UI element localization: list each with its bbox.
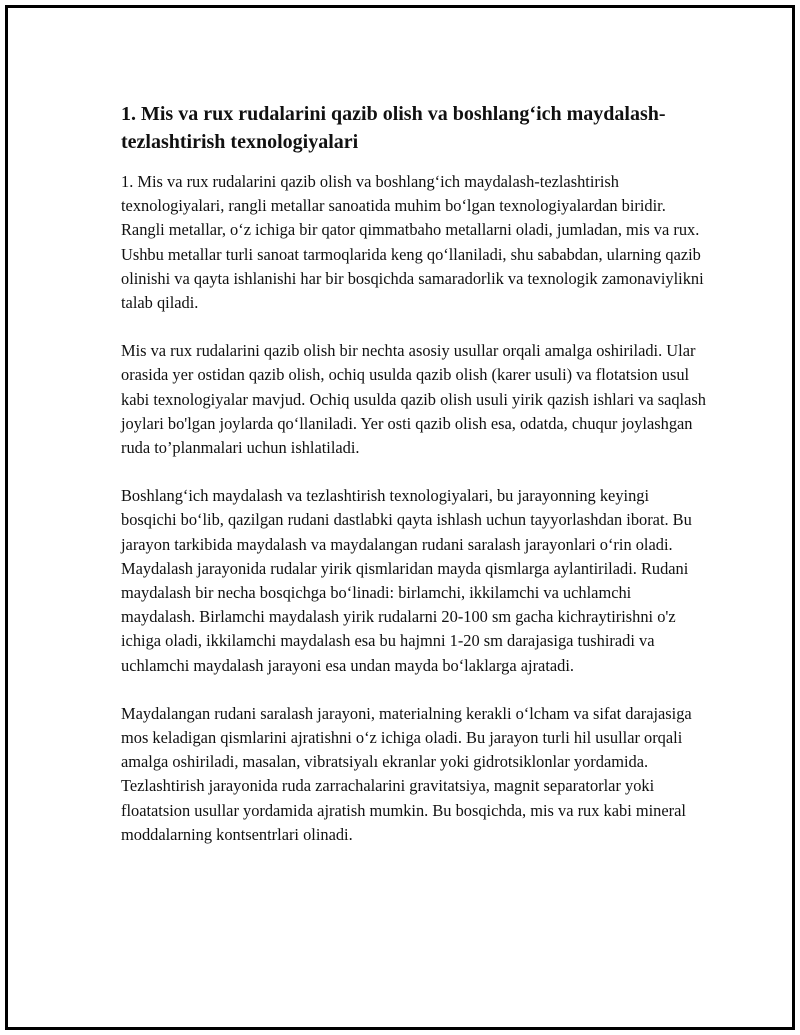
paragraph-2: Mis va rux rudalarini qazib olish bir nechta asosiy usullar orqali amalga oshiriladi. Ular orasida yer ostidan qazib olish, ochiq usulda qazib olish (karer usuli) va flotatsion usul kabi texnologiyalar mavjud. Ochiq usulda qazib olish usuli yirik qazish ishlari va saqlash joylari bo'lgan joylarda qo‘llaniladi. Yer osti qazib olish esa, odatda, chuqur joylashgan ruda to’planmalari uchun ishlatiladi. [121,341,706,458]
paragraph-4: Maydalangan rudani saralash jarayoni, materialning kerakli o‘lcham va sifat darajasiga mos keladigan qismlarini ajratishni o‘z ichiga oladi. Bu jarayon turli hil usullar orqali amalga oshiriladi, masalan, vibratsiyalı ekranlar yoki gidrotsiklonlar yordamida. Tezlashtirish jarayonida ruda zarrachalarini gravitatsiya, magnit separatorlar yoki floatatsion usullar yordamida ajratish mumkin. Bu bosqichda, mis va rux kabi mineral moddalarning kontsentrlari olinadi. [121,703,692,844]
page-frame [5,5,795,1030]
document-title: 1. Mis va rux rudalarini qazib olish va boshlang‘ich maydalash-tezlashtirish texnologiyalari [121,103,666,153]
paragraph-3: Boshlang‘ich maydalash va tezlashtirish texnologiyalari, bu jarayonning keyingi bosqichi bo‘lib, qazilgan rudani dastlabki qayta ishlash uchun tayyorlashdan iborat. Bu jarayon tarkibida maydalash va maydalangan rudani saralash jarayonlari o‘rin oladi. Maydalash jarayonida rudalar yirik qismlaridan mayda qismlarga aylantiriladi. Rudani maydalash bir necha bosqichga bo‘linadi: birlamchi, ikkilamchi va uchlamchi maydalash. Birlamchi maydalash yirik rudalarni 20-100 sm gacha kichraytirishni o'z ichiga oladi, ikkilamchi maydalash esa bu hajmni 1-20 sm darajasiga tushiradi va uchlamchi maydalash jarayoni esa undan mayda bo‘laklarga ajratadi. [121,486,692,675]
paragraph-1: 1. Mis va rux rudalarini qazib olish va boshlang‘ich maydalash-tezlashtirish texnologiyalari, rangli metallar sanoatida muhim bo‘lgan texnologiyalardan biridir. Rangli metallar, o‘z ichiga bir qator qimmatbaho metallarni oladi, jumladan, mis va rux. Ushbu metallar turli sanoat tarmoqlarida keng qo‘llaniladi, shu sababdan, ularning qazib olinishi va qayta ishlanishi har bir bosqichda samaradorlik va texnologik zamonaviylikni talab qiladi. [121,172,704,313]
document-body [121,100,706,871]
